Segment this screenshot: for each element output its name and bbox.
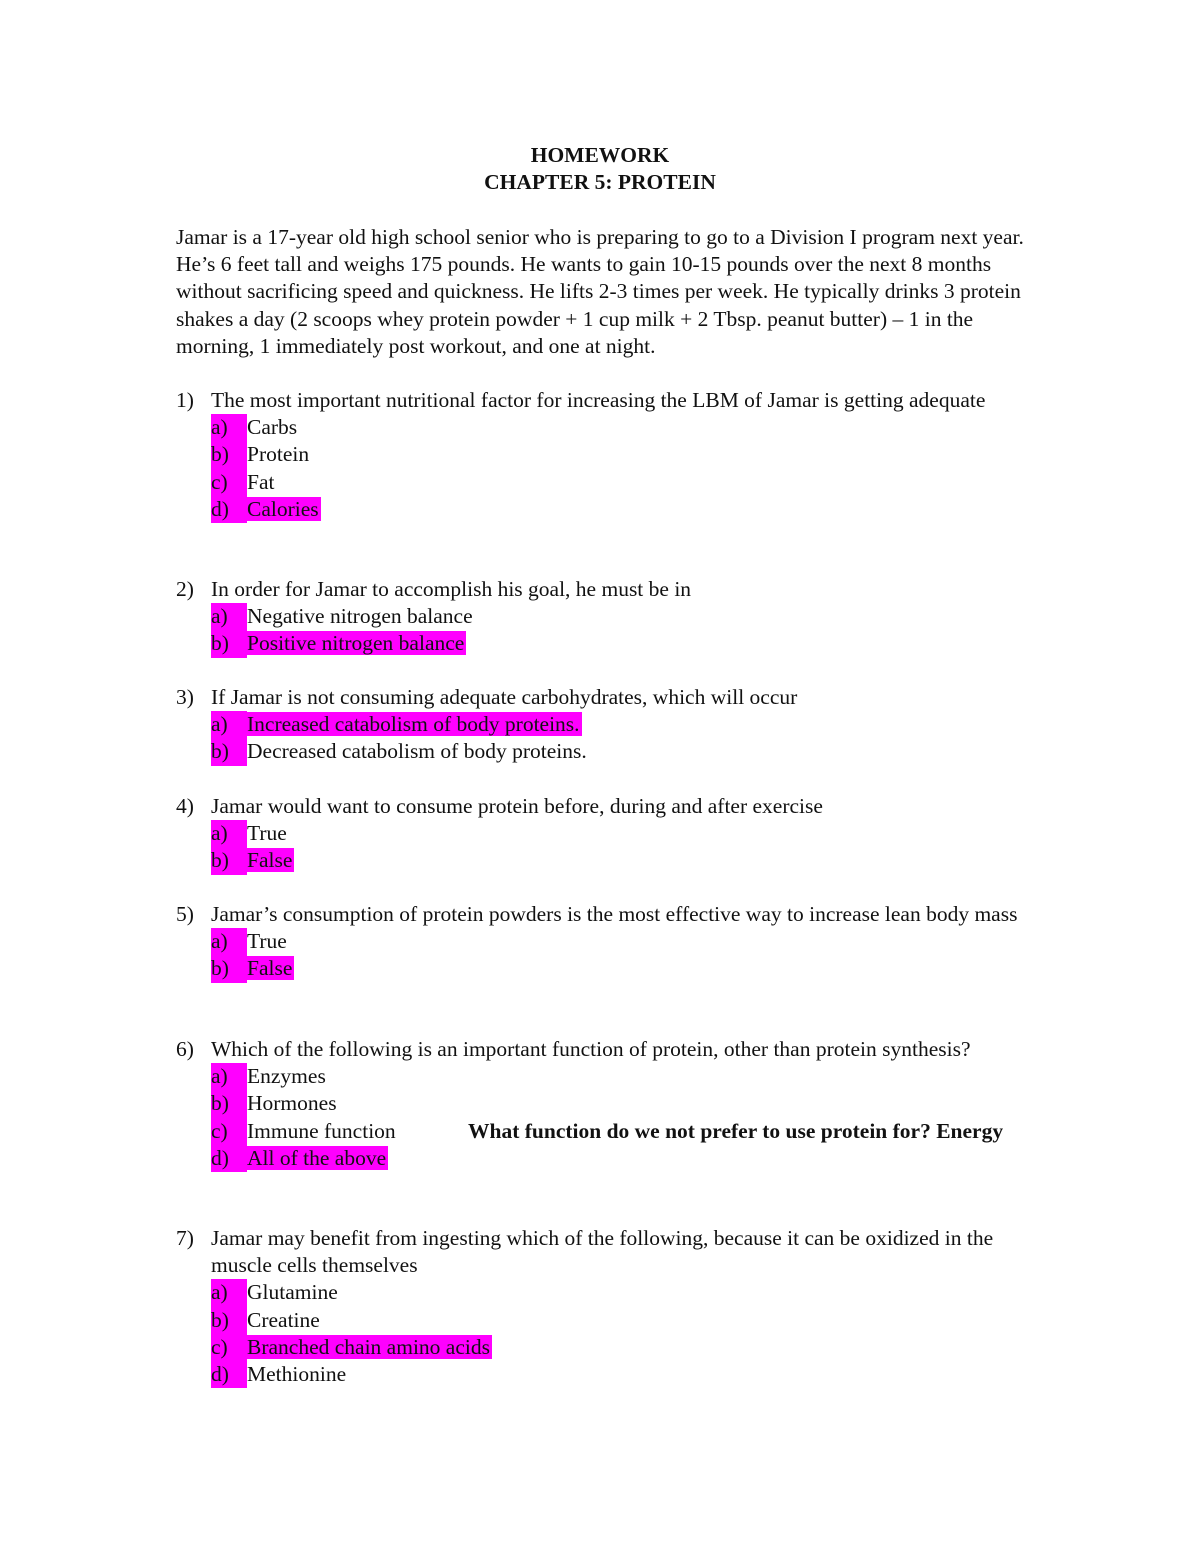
question-text: Jamar’s consumption of protein powders is the most effective way to increase lean body mass — [211, 902, 1018, 926]
answer-option: c) Immune function What function do we not prefer to use protein for? Energy — [211, 1118, 1036, 1145]
question-4 — [176, 793, 1036, 875]
answer-option-highlighted: b) False — [211, 847, 1036, 874]
answer-option-highlighted: b) Positive nitrogen balance — [211, 630, 1036, 657]
answer-option: a) True — [211, 928, 1036, 955]
answer-option: b) Decreased catabolism of body proteins. — [211, 738, 1036, 765]
question-number: 5) — [176, 902, 194, 926]
chapter-title: CHAPTER 5: PROTEIN — [484, 170, 716, 194]
question-number: 2) — [176, 577, 194, 601]
answer-option-highlighted: c) Branched chain amino acids — [211, 1334, 1036, 1361]
question-2 — [176, 576, 1036, 658]
question-text: The most important nutritional factor for increasing the LBM of Jamar is getting adequate — [211, 388, 986, 412]
answer-option: b) Protein — [211, 441, 1036, 468]
answer-option: d) Methionine — [211, 1361, 1036, 1388]
question-text: In order for Jamar to accomplish his goal, he must be in — [211, 577, 692, 601]
answer-option: a) Negative nitrogen balance — [211, 603, 1036, 630]
answer-option: a) Carbs — [211, 414, 1036, 441]
question-7 — [176, 1225, 1036, 1388]
answer-option: a) True — [211, 820, 1036, 847]
question-number: 7) — [176, 1226, 194, 1250]
question-1 — [176, 387, 1036, 523]
question-6 — [176, 1036, 1036, 1172]
answer-option: b) Hormones — [211, 1090, 1036, 1117]
question-text: Jamar may benefit from ingesting which of the following, because it can be oxidized in the muscle cells themselves — [211, 1226, 994, 1278]
answer-option-highlighted: b) False — [211, 955, 1036, 982]
question-number: 6) — [176, 1037, 194, 1061]
question-3 — [176, 684, 1036, 766]
answer-option: b) Creatine — [211, 1307, 1036, 1334]
question-number: 3) — [176, 685, 194, 709]
answer-option-highlighted: a) Increased catabolism of body proteins. — [211, 711, 1036, 738]
answer-option: a) Enzymes — [211, 1063, 1036, 1090]
answer-option-highlighted: d) Calories — [211, 496, 1036, 523]
question-text: Jamar would want to consume protein before, during and after exercise — [211, 794, 823, 818]
answer-note: What function do we not prefer to use protein for? Energy — [468, 1118, 1004, 1143]
answer-option: a) Glutamine — [211, 1279, 1036, 1306]
answer-option: c) Fat — [211, 469, 1036, 496]
question-5 — [176, 901, 1036, 983]
page-title: HOMEWORK — [530, 143, 670, 167]
question-text: Which of the following is an important function of protein, other than protein synthesis? — [211, 1037, 971, 1061]
scenario-paragraph: Jamar is a 17-year old high school senior who is preparing to go to a Division I program next year. He’s 6 feet tall and weighs 175 pounds. He wants to gain 10-15 pounds over the next 8 months without sacrificing speed and quickness. He lifts 2-3 times per week. He typically drinks 3 protein shakes a day (2 scoops whey protein powder + 1 cup milk + 2 Tbsp. peanut butter) – 1 in the morning, 1 immediately post workout, and one at night. — [176, 225, 1024, 358]
question-text: If Jamar is not consuming adequate carbohydrates, which will occur — [211, 685, 798, 709]
answer-option-highlighted: d) All of the above — [211, 1145, 1036, 1172]
question-number: 1) — [176, 388, 194, 412]
question-number: 4) — [176, 794, 194, 818]
